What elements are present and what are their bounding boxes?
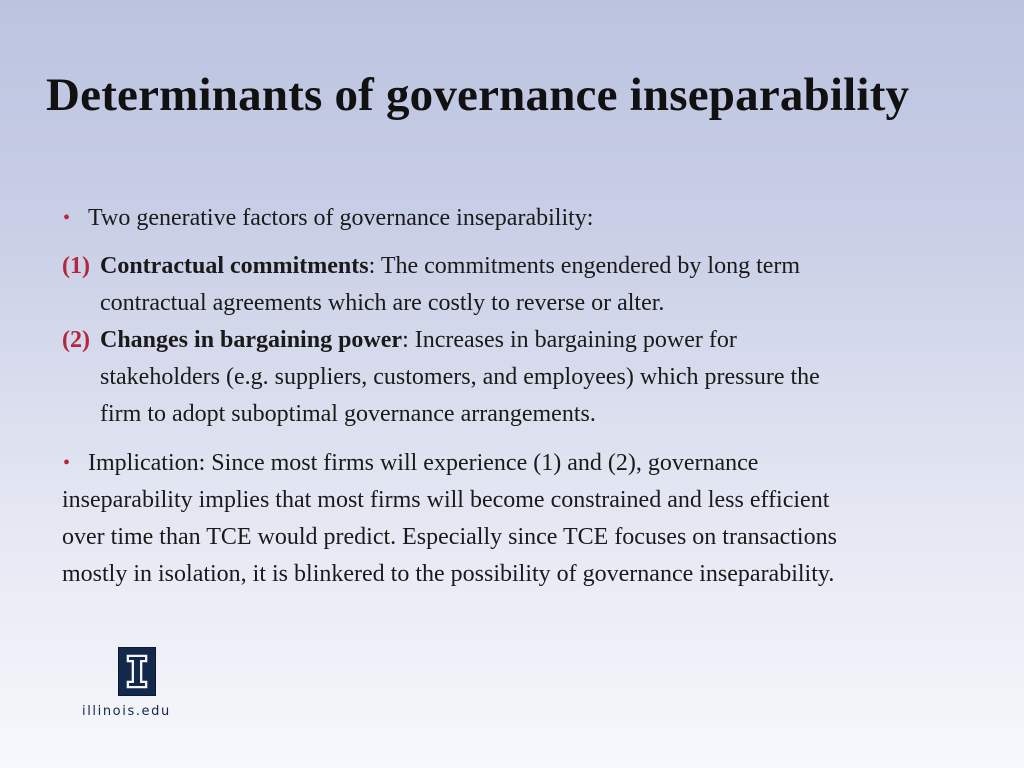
block-i-logo-icon [118,647,156,696]
implication-line1: Implication: Since most firms will experience (1) and (2), governance [88,450,759,476]
item-1-term: Contractual commitments [100,253,369,279]
bullet-implication [62,445,992,593]
item-2-number: (2) [62,327,90,353]
bullet-icon: • [63,207,71,229]
bullet-intro [62,200,992,237]
bullet-icon: • [63,452,71,474]
implication-line4: mostly in isolation, it is blinkered to the possibility of governance inseparability. [62,561,835,587]
implication-line3: over time than TCE would predict. Especially since TCE focuses on transactions [62,524,837,550]
slide-body [62,200,992,593]
logo-text: illinois.edu [82,704,171,719]
item-1-number: (1) [62,253,90,279]
item-2-text-line3: firm to adopt suboptimal governance arrangements. [100,401,596,427]
item-2-term: Changes in bargaining power [100,327,403,353]
illinois-logo [82,644,190,730]
item-2-text-line2: stakeholders (e.g. suppliers, customers, and employees) which pressure the [100,364,820,390]
numbered-item-1 [62,248,992,322]
numbered-item-2 [62,322,992,433]
item-2-text-line1: : Increases in bargaining power for [402,327,737,353]
slide-title: Determinants of governance inseparability [46,69,910,121]
item-1-text-line2: contractual agreements which are costly to reverse or alter. [100,290,665,316]
bullet-intro-text: Two generative factors of governance inseparability: [88,205,594,231]
implication-line2: inseparability implies that most firms will become constrained and less efficient [62,487,830,513]
item-1-text-line1: : The commitments engendered by long term [368,253,801,279]
